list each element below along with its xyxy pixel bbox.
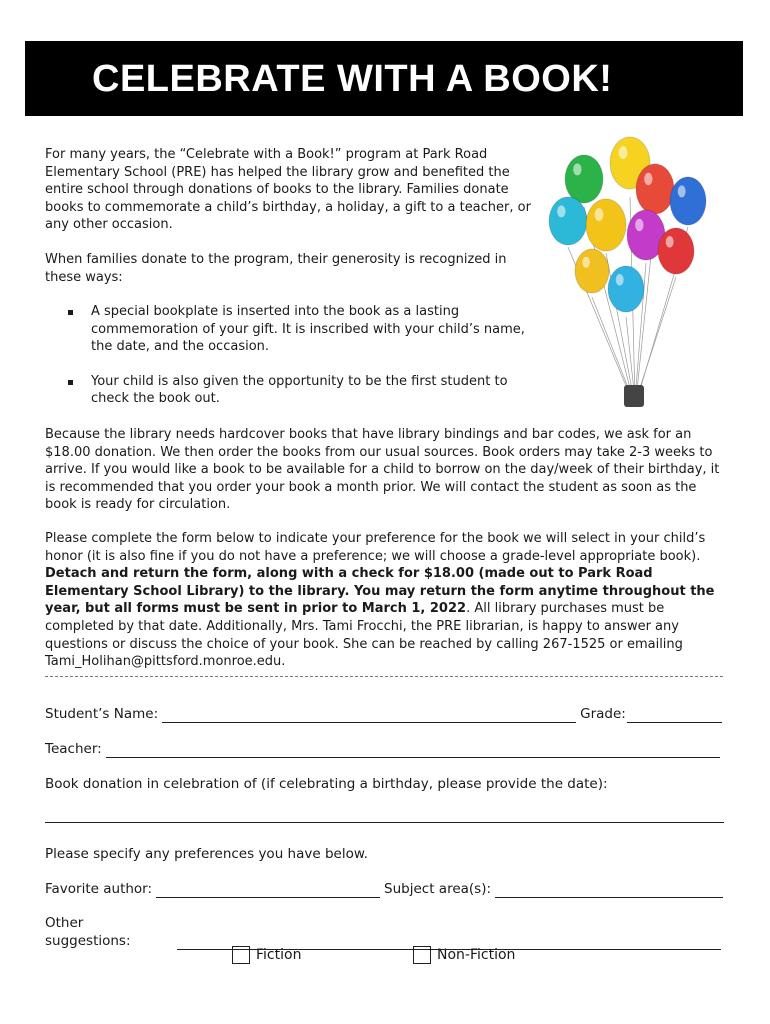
recognition-paragraph: When families donate to the program, their generosity is recognized in these ways: [45,252,507,285]
bullet-square-icon [68,310,73,315]
other-suggestions-label: Other suggestions: [45,915,131,949]
preferences-label: Please specify any preferences you have below. [45,846,368,862]
balloon-6 [586,199,626,251]
student-row [45,705,725,723]
balloon-4 [670,177,706,225]
page-title: CELEBRATE WITH A BOOK! [92,57,613,100]
title-banner [25,41,743,116]
grade-label: Grade: [580,706,626,722]
subject-area-label: Subject area(s): [384,881,492,897]
bullet-square-icon [68,380,73,385]
student-name-label: Student’s Name: [45,706,159,722]
balloon-2 [565,155,603,203]
student-name-field[interactable] [162,708,576,723]
balloon-10 [608,266,644,312]
benefits-list [45,303,545,425]
balloon-5 [549,197,587,245]
balloon-highlight [595,208,604,221]
balloon-9 [575,249,609,293]
nonfiction-option[interactable] [413,946,515,964]
intro-paragraph: For many years, the “Celebrate with a Book!” program at Park Road Elementary School (PRE) has helped the library grow and benefited the entire school through donations of books to the library. Families donate books to commemorate a child’s birthday, a holiday, a gift to a teacher, or any other occasion. [45,147,531,233]
balloons-illustration [540,135,740,410]
balloon-highlight [619,146,628,159]
author-subject-row [45,880,729,898]
cost-paragraph: Because the library needs hardcover books that have library bindings and bar codes, we ask for an $18.00 donation. We then order the books from our usual sources. Book orders may take 2-3 weeks to arrive. If you would like a book to be available for a child to borrow on the day/week of their birthday, it is recommended that you order your book a month prior. We will contact the student as soon as the book is ready for circulation. [45,427,720,513]
book-donation-field[interactable] [45,822,724,823]
fiction-option[interactable] [232,946,301,964]
favorite-author-field[interactable] [156,883,380,898]
detach-line [45,676,723,677]
balloon-highlight [616,274,624,286]
favorite-author-label: Favorite author: [45,881,153,897]
balloon-highlight [582,257,589,268]
nonfiction-label: Non-Fiction [437,947,516,963]
teacher-label: Teacher: [45,741,102,757]
balloon-highlight [666,236,674,248]
balloon-3 [636,164,674,214]
instructions-bold: Detach and return the form, along with a check for $18.00 (made out to Park Road Elementary School Library) to the library. You may return the form anytime throughout the year, but all forms must be sent in prior to March 1, 2022 [45,566,715,617]
list-item: Your child is also given the opportunity to be the first student to check the book out. [45,373,545,408]
balloon-highlight [644,173,652,186]
grade-field[interactable] [627,708,722,723]
preferences-row [45,845,725,863]
balloon-group [549,137,706,312]
book-donation-label: Book donation in celebration of (if celebrating a birthday, please provide the date): [45,776,608,792]
teacher-row [45,740,725,758]
balloon-highlight [635,219,643,232]
balloon-highlight [573,163,581,175]
balloon-highlight [557,205,565,217]
fiction-checkbox[interactable] [232,946,250,964]
string-knot [624,385,644,407]
subject-area-field[interactable] [495,883,723,898]
fiction-label: Fiction [256,947,302,963]
balloon-8 [658,228,694,274]
book-donation-row [45,775,725,793]
other-suggestions-row [45,914,721,950]
balloon-highlight [678,185,686,197]
nonfiction-checkbox[interactable] [413,946,431,964]
list-item: A special bookplate is inserted into the book as a lasting commemoration of your gift. It is inscribed with your child’s name, the date, and the occasion. [45,303,545,356]
instructions-paragraph: Please complete the form below to indicate your preference for the book we will select in your child’s honor (it is also fine if you do not have a preference; we will choose a grade-level appropriate book). Detach and return the form, along with a check for $18.00 (made out to Park Road Elementary School Library) to the library. You may return the form anytime throughout the year, but all forms must be sent in prior to March 1, 2022. All library purchases must be completed by that date. Additionally, Mrs. Tami Frocchi, the PRE librarian, is happy to answer any questions or discuss the choice of your book. She can be reached by calling 267-1525 or emailing Tami_Holihan@pittsford.monroe.edu. [45,531,715,670]
teacher-field[interactable] [106,743,720,758]
